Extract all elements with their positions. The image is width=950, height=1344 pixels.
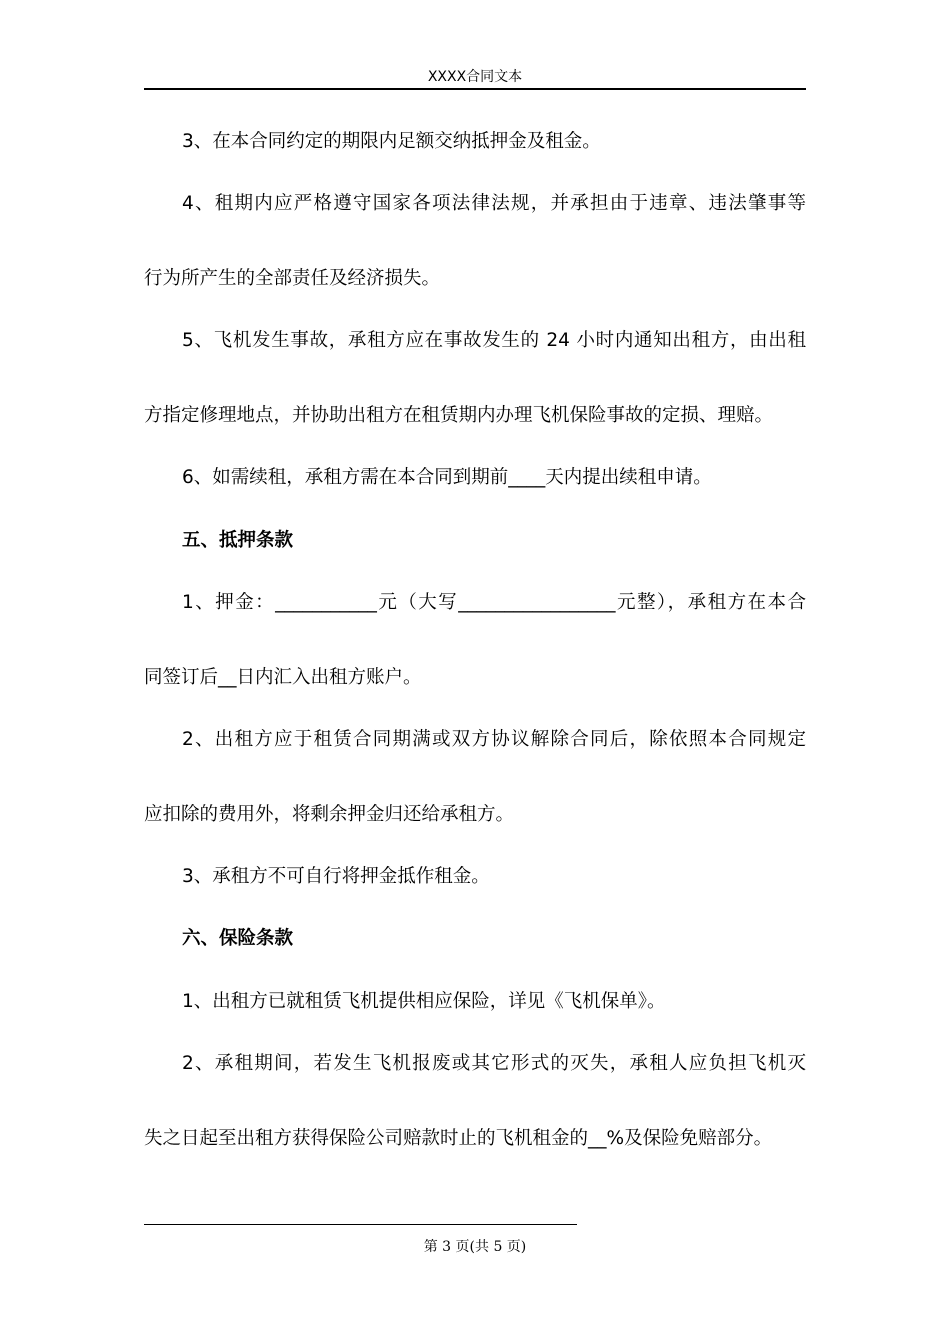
clause-line: 2、承租期间，若发生飞机报废或其它形式的灭失，承租人应负担飞机灭 <box>182 1053 806 1074</box>
clause-line: 1、出租方已就租赁飞机提供相应保险，详见《飞机保单》。 <box>182 991 666 1012</box>
clause-line: 2、出租方应于租赁合同期满或双方协议解除合同后，除依照本合同规定 <box>182 729 806 750</box>
section-heading: 六、保险条款 <box>182 928 294 949</box>
clause-line: 应扣除的费用外，将剩余押金归还给承租方。 <box>144 804 515 825</box>
clause-line: 同签订后__日内汇入出租方账户。 <box>144 667 422 688</box>
clause-line: 失之日起至出租方获得保险公司赔款时止的飞机租金的__%及保险免赔部分。 <box>144 1128 773 1149</box>
page-number: 第 3 页(共 5 页) <box>423 1239 527 1255</box>
section-heading: 五、抵押条款 <box>182 530 294 551</box>
clause-line: 4、租期内应严格遵守国家各项法律法规，并承担由于违章、违法肇事等 <box>182 193 806 214</box>
header-divider <box>144 88 806 90</box>
clause-line: 行为所产生的全部责任及经济损失。 <box>144 268 441 289</box>
clause-line: 1、押金：___________元（大写_________________元整），承租方在本合 <box>182 592 806 613</box>
footer-divider <box>144 1224 577 1225</box>
header-title: XXXX合同文本 <box>427 69 523 85</box>
clause-line: 3、承租方不可自行将押金抵作租金。 <box>182 866 490 887</box>
clause-line: 6、如需续租，承租方需在本合同到期前____天内提出续租申请。 <box>182 467 712 488</box>
clause-line: 5、飞机发生事故，承租方应在事故发生的 24 小时内通知出租方，由出租 <box>182 330 806 351</box>
clause-line: 3、在本合同约定的期限内足额交纳抵押金及租金。 <box>182 131 601 152</box>
clause-line: 方指定修理地点，并协助出租方在租赁期内办理飞机保险事故的定损、理赔。 <box>144 405 774 426</box>
